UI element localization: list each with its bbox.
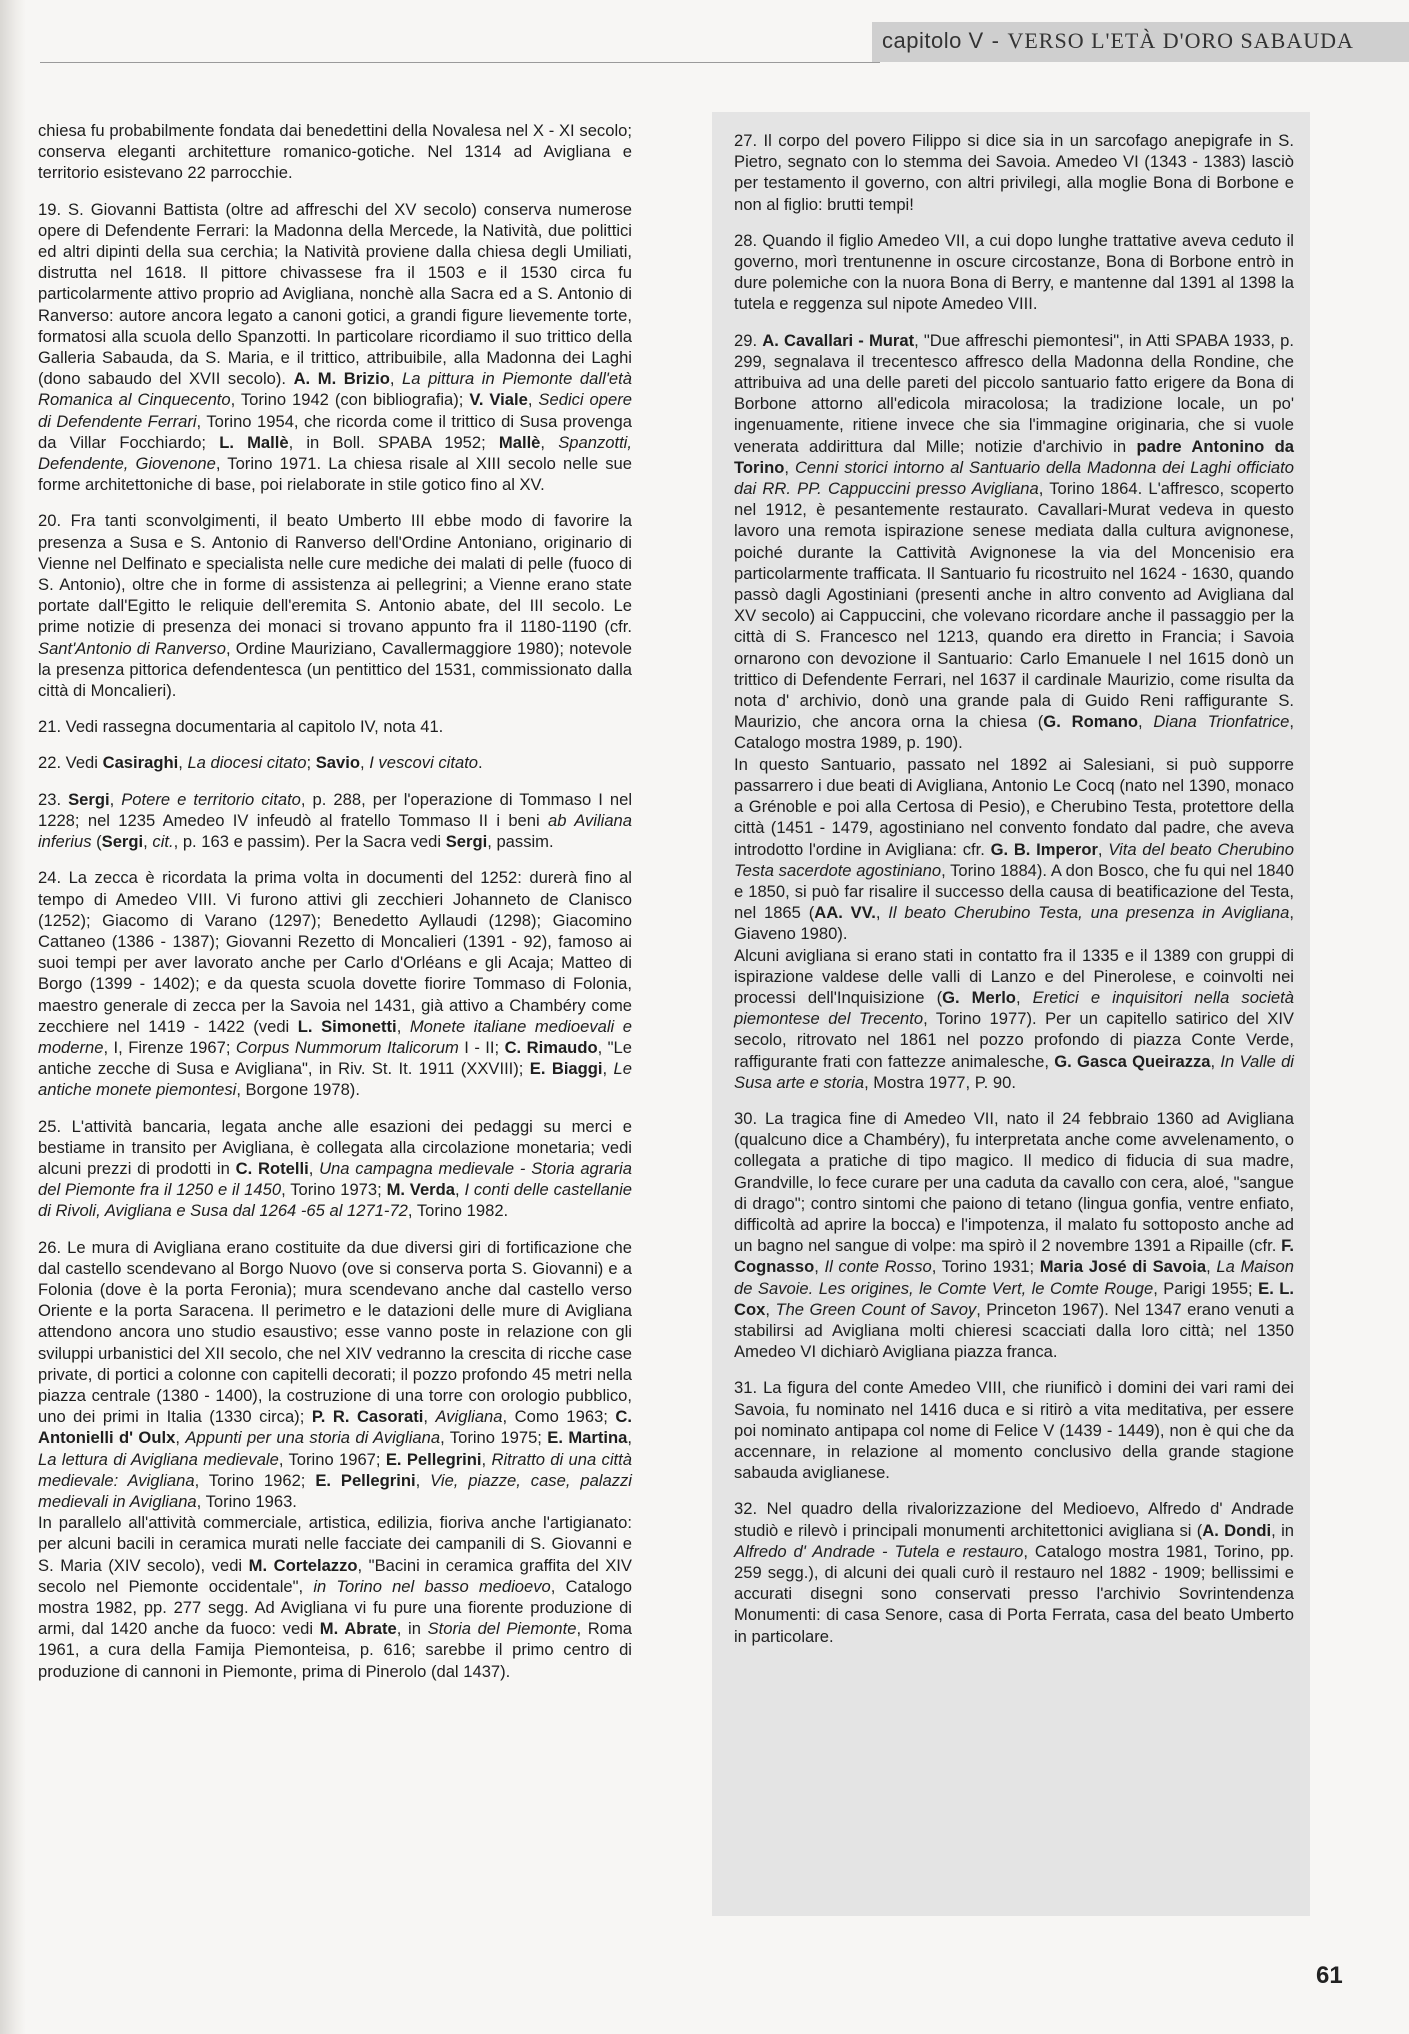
note-text: , <box>1210 1051 1221 1071</box>
author-name: G. Romano <box>1043 712 1138 732</box>
left-notes-column <box>38 112 640 1697</box>
note-text: , Torino 1967; <box>278 1449 386 1469</box>
cited-title: Eretici e inquisitori nella società piemontese del Trecento <box>734 987 1294 1029</box>
note-text: 27. Il corpo del povero Filippo si dice sia in un sarcofago anepigrafe in S. Pietro, segnato con lo stemma dei Savoia. Amedeo VI (1343 - 1383) lasciò per testamento il governo, con altri privilegi, alla moglie Bona di Borbone e non al figlio: brutti tempi! <box>734 131 1294 214</box>
author-name: M. Cortelazzo <box>248 1555 358 1575</box>
author-name: Maria José di Savoia <box>1039 1257 1207 1277</box>
cited-title: Le antiche monete piemontesi <box>38 1059 632 1100</box>
note-text: , <box>481 1449 492 1469</box>
footnote-n29 <box>734 330 1294 754</box>
note-text: , <box>627 1428 632 1448</box>
author-name: E. Pellegrini <box>315 1470 416 1490</box>
note-text: , Ordine Mauriziano, Cavallermaggiore 1980); notevole la presenza pittorica defendentesca (un pentittico del 1531, commissionato dalla città di Moncalieri). <box>38 638 632 701</box>
note-text: , Torino 1977). Per un capitello satirico del XIV secolo, ritrovato nel 1861 nel pozzo profondo di piazza Conte Verde, raffigurante frati con fattezze animalesche, <box>734 1009 1294 1071</box>
note-text: , <box>784 457 795 477</box>
footnote-n30 <box>734 1108 1294 1362</box>
cited-title: Vie, piazze, case, palazzi medievali in Avigliana <box>38 1470 632 1511</box>
author-name: E. Pellegrini <box>385 1449 482 1469</box>
note-text: , Princeton 1967). Nel 1347 erano venuti a stabilirsi ad Avigliana molti chieresi scacciati dalla loro città; nel 1350 Amedeo VI dichiarò Avigliana piazza franca. <box>734 1299 1294 1362</box>
note-text: , <box>308 1158 320 1178</box>
note-text: , <box>814 1257 825 1277</box>
note-text: , <box>875 903 889 923</box>
author-name: C. Rotelli <box>235 1158 309 1178</box>
note-text: chiesa fu probabilmente fondata dai benedettini della Novalesa nel X - XI secolo; conserva eleganti architetture romanico-gotiche. Nel 1314 ad Avigliana e territorio esistevano 22 parrocchie. <box>38 121 632 183</box>
note-text: , Catalogo mostra 1981, Torino, pp. 259 segg.), di alcuni dei quali curò il restauro nel 1882 - 1909; bellissimi e accurati disegni sono conservati presso l'archivio Sovrintendenza Monumenti: di casa Senore, casa di Porta Ferrata, casa del beato Umberto in particolare. <box>734 1541 1294 1646</box>
cited-title: Il beato Cherubino Testa, una presenza in Avigliana <box>888 903 1290 923</box>
footnote-n32 <box>734 1498 1294 1646</box>
note-text: , I, Firenze 1967; <box>103 1037 236 1057</box>
note-text: , <box>389 369 403 389</box>
cited-title: ab Aviliana inferius <box>38 810 633 852</box>
author-name: Sergi <box>101 832 144 852</box>
note-text: , <box>175 1428 186 1448</box>
note-text: , Torino 1954, che ricorda come il trittico di Susa provenga da Villar Focchiardo; <box>38 411 632 452</box>
note-text: , <box>765 1299 776 1319</box>
note-text: , in <box>1271 1520 1294 1540</box>
cited-title: Ritratto di una città medievale: Avigliana <box>38 1449 632 1490</box>
note-text: 26. Le mura di Avigliana erano costituite da due diversi giri di fortificazione che dal castello scendevano al Borgo Nuovo (ove si conserva porta S. Giovanni) e a Folonia (dove è la porta Feronia); mura scendevano anche dal castello verso Oriente e la porta Saracena. Il perimetro e le datazioni delle mure di Avigliana attendono ancora uno studio esaustivo; esse vanno poste in relazione con gli sviluppi urbanistici del XII secolo, che nel XIV vedranno la crescita di ricche case private, di portici a colonne con capitelli decorati; il pozzo profondo 45 metri nella piazza centrale (1380 - 1400), la costruzione di una torre con orologio pubblico, uno dei primi in Italia (1330 circa); <box>38 1237 632 1427</box>
note-text: In questo Santuario, passato nel 1892 ai Salesiani, si può supporre passarrero i due beati di Avigliana, Antonio Le Cocq (nato nel 1390, monaco a Grénoble e poi alla Certosa di Pesio), e Cherubino Testa, protettore della città (1451 - 1479, agostiniano nel convento fondato dal padre, che aveva introdotto l'ordine in Avigliana: cfr. <box>734 754 1294 859</box>
note-text: , Torino 1931; <box>931 1257 1040 1277</box>
footnote-n25 <box>38 1116 632 1222</box>
note-text: , Parigi 1955; <box>1153 1278 1259 1298</box>
footnote-n20 <box>38 510 632 701</box>
note-text: , <box>396 1016 410 1036</box>
cited-title: Avigliana <box>435 1407 503 1427</box>
footnote-n29b <box>734 754 1294 945</box>
author-name: padre Antonino da Torino <box>734 436 1294 477</box>
note-text: , Torino 1971. La chiesa risale al XIII secolo nelle sue forme architettoniche di base, poi rielaborate in stile gotico fino al XV. <box>38 454 632 495</box>
note-text: In parallelo all'attività commerciale, artistica, edilizia, fioriva anche l'artigianato: per alcuni bacili in ceramica murati nelle facciate dei campanili di S. Giovanni e S. Maria (XIV secolo), vedi <box>38 1513 632 1575</box>
author-name: E. Biaggi <box>529 1059 603 1079</box>
page-number: 61 <box>1316 1962 1343 1989</box>
author-name: A. M. Brizio <box>293 369 390 389</box>
author-name: G. B. Imperor <box>990 839 1098 859</box>
running-header <box>882 28 1354 54</box>
right-notes-column <box>712 112 1310 1916</box>
note-text: , <box>540 432 559 452</box>
note-text: , Torino 1975; <box>440 1428 548 1448</box>
author-name: G. Merlo <box>942 987 1016 1007</box>
author-name: L. Simonetti <box>297 1016 397 1036</box>
cited-title: Storia del Piemonte <box>427 1619 577 1639</box>
note-text: , Torino 1963. <box>196 1491 297 1511</box>
author-name: A. Cavallari - Murat <box>762 330 915 350</box>
footnote-n29c <box>734 945 1294 1093</box>
footnote-n26b <box>38 1512 632 1682</box>
author-name: F. Cognasso <box>734 1236 1294 1277</box>
note-text: , "Le antiche zecche di Susa e Avigliana", in Riv. St. It. 1911 (XXVIII); <box>38 1037 632 1079</box>
note-text: , Torino 1864. L'affresco, scoperto nel 1912, è pesantemente restaurato. Cavallari-Murat vedeva in questo lavoro una remota ispirazione senese mediata dalla cultura avignonese, poiché durante la Cattività Avignonese la via del Moncenisio era particolarmente trafficata. Il Santuario fu ricostruito nel 1624 - 1630, quando passò dagli Agostiniani (presenti anche in altro convento ad Avigliana dal XV secolo) ai Cappuccini, che volevano ricordare anche il passaggio per la città di S. Francesco nel 1213, quando era diretto in Francia; i Savoia ornarono con devozione il Santuario: Carlo Emanuele I nel 1615 donò un trittico di Defendente Ferrari, nel 1637 il cardinale Maurizio, come risulta da nota d' archivio, donò una grande pala di Guido Reni raffigurante S. Maurizio, che ancora orna la chiesa ( <box>734 479 1294 732</box>
footnote-n31 <box>734 1377 1294 1483</box>
note-text: 20. Fra tanti sconvolgimenti, il beato Umberto III ebbe modo di favorire la presenza a Susa e S. Antonio di Ranverso dell'Ordine Antoniano, originario di Vienne nel Delfinato e specialista nelle cure mediche dei malati di pelle (fuoco di S. Antonio), oltre che in forme di assistenza ai pellegrini; a Vienne erano state portate dall'Egitto le reliquie dell'eremita S. Antonio abate, del III secolo. Le prime notizie di presenza dei monaci si trovano appunto fra il 1180-1190 (cfr. <box>38 511 632 637</box>
header-rule <box>40 62 880 63</box>
note-text: , <box>527 390 539 410</box>
cited-title: La Maison de Savoie. Les origines, le Comte Vert, le Comte Rouge <box>734 1257 1294 1298</box>
header-separator: - <box>991 28 1000 53</box>
note-text: , Torino 1973; <box>281 1180 387 1200</box>
author-name: L. Mallè <box>219 432 289 452</box>
note-text: 28. Quando il figlio Amedeo VII, a cui dopo lunghe trattative aveva ceduto il governo, morì trentunenne in oscure circostanze, Bona di Borbone entrò in dure polemiche con la nuora Bona di Berry, e mantenne dal 1391 al 1398 la tutela e reggenza sul nipote Amedeo VIII. <box>734 230 1294 314</box>
author-name: Savio <box>315 753 360 773</box>
cited-title: In Valle di Susa arte e storia <box>734 1051 1294 1092</box>
footnote-n27 <box>734 130 1294 215</box>
note-text: , <box>1097 839 1109 859</box>
note-text: 30. La tragica fine di Amedeo VII, nato il 24 febbraio 1360 ad Avigliana (qualcuno dice a Chambéry), fu interpretata anche come avvelenamento, o collegata a pratiche di tipo magico. Il medico di fiducia di sua madre, Grandville, lo fece curare per una caduta da cavallo con cera, aloé, "sangue di drago"; contro sintomi che paiono di tetano (lingua gonfia, ventre enfiato, difficoltà ad aprire la bocca) e l'impotenza, il malato fu sottoposto anche ad un bagno nel sangue di volpe: ma spirò il 2 novembre 1391 a Ripaille (cfr. <box>734 1108 1294 1256</box>
footnote-n21 <box>38 716 632 737</box>
note-text: , Torino 1884). A don Bosco, che fu qui nel 1840 e 1850, si può far risalire il successo della causa di beatificazione del Testa, nel 1865 ( <box>734 860 1294 923</box>
note-text: , <box>1138 712 1154 732</box>
note-text: , Roma 1961, a cura della Famija Piemonteisa, p. 616; sarebbe il primo centro di produzione di cannoni in Piemonte, prima di Pinerolo (dal 1437). <box>38 1619 632 1681</box>
footnote-cont <box>38 120 632 184</box>
cited-title: La pittura in Piemonte dall'età Romanica al Cinquecento <box>38 369 632 410</box>
cited-title: Sedici opere di Defendente Ferrari <box>38 390 632 431</box>
note-text: , "Due affreschi piemontesi", in Atti SPABA 1933, p. 299, segnalava il trecentesco affresco della Madonna della Rondine, che attribuiva ad una delle pareti del piccolo santuario fatto erigere da Bona di Borbone attorno all'edicola miracolosa; la tradizione locale, un po' ingenuamente, ritiene invece che sia l'immagine originaria, che si vuole venerata addirittura dal Mille; notizie d'archivio in <box>734 330 1294 456</box>
cited-title: I conti delle castellanie di Rivoli, Avigliana e Susa dal 1264 -65 al 1271-72 <box>38 1180 632 1221</box>
note-text: ( <box>91 832 102 852</box>
note-text: , <box>1206 1257 1217 1277</box>
cited-title: Una campagna medievale - Storia agraria del Piemonte fra il 1250 e il 1450 <box>38 1158 632 1200</box>
note-text: , p. 288, per l'operazione di Tommaso I nel 1228; nel 1235 Amedeo IV infeudò al fratello Tommaso II i beni <box>38 789 633 830</box>
note-text: 25. L'attività bancaria, legata anche alle esazioni dei pedaggi su merci e bestiame in transito per Avigliana, è collegata alla circolazione monetaria; vedi alcuni prezzi di prodotti in <box>38 1116 632 1178</box>
note-text: , Torino 1942 (con bibliografia); <box>230 390 470 410</box>
note-text: , <box>415 1470 431 1490</box>
note-text: , Borgone 1978). <box>236 1080 360 1100</box>
note-text: , <box>1015 987 1033 1007</box>
author-name: Mallè <box>498 432 541 452</box>
cited-title: Il conte Rosso <box>824 1257 932 1277</box>
cited-title: Diana Trionfatrice <box>1153 712 1290 732</box>
cited-title: Potere e territorio citato <box>121 789 301 809</box>
footnote-n24 <box>38 867 632 1100</box>
note-text: , <box>602 1059 614 1079</box>
author-name: P. R. Casorati <box>311 1407 424 1427</box>
chapter-label: capitolo V <box>882 28 984 53</box>
footnote-n19 <box>38 199 632 496</box>
note-text: 32. Nel quadro della rivalorizzazione del Medioevo, Alfredo d' Andrade studiò e rilevò i principali monumenti architettonici avigliana si ( <box>734 1499 1294 1540</box>
author-name: E. L. Cox <box>734 1278 1294 1319</box>
cited-title: The Green Count of Savoy <box>775 1299 977 1319</box>
cited-title: Alfredo d' Andrade - Tutela e restauro <box>734 1541 1024 1561</box>
note-text: , "Bacini in ceramica graffita del XIV secolo nel Piemonte occidentale", <box>38 1555 632 1596</box>
note-text: , Torino 1962; <box>194 1470 316 1490</box>
cited-title: Corpus Nummorum Italicorum <box>235 1037 459 1057</box>
note-text: , <box>109 789 122 809</box>
cited-title: Sant'Antonio di Ranverso <box>38 638 226 658</box>
cited-title: Cenni storici intorno al Santuario della Madonna dei Laghi officiato dai RR. PP. Cappuccini presso Avigliana <box>734 457 1294 499</box>
note-text: ; <box>306 753 316 773</box>
author-name: Sergi <box>68 789 110 809</box>
author-name: Sergi <box>445 832 488 852</box>
author-name: M. Verda <box>386 1180 456 1200</box>
page-edge-shadow <box>0 0 26 2034</box>
author-name: C. Rimaudo <box>504 1037 598 1057</box>
footnote-n23 <box>38 789 632 853</box>
note-text: Alcuni avigliana si erano stati in contatto fra il 1335 e il 1389 con gruppi di ispirazione valdese delle valli di Lanzo e del Pinerolese, e coinvolti nei processi dell'Inquisizione ( <box>734 945 1294 1007</box>
note-text: . <box>478 753 483 773</box>
author-name: A. Dondi <box>1202 1520 1272 1540</box>
note-text: , passim. <box>487 832 554 852</box>
chapter-title: VERSO L'ETÀ D'ORO SABAUDA <box>1007 28 1354 53</box>
note-text: , <box>143 832 153 852</box>
author-name: V. Viale <box>469 390 528 410</box>
author-name: M. Abrate <box>319 1619 397 1639</box>
cited-title: La diocesi citato <box>187 753 307 773</box>
note-text: 29. <box>734 330 763 350</box>
cited-title: Vita del beato Cherubino Testa sacerdote agostiniano <box>734 839 1294 880</box>
note-text: , in Boll. SPABA 1952; <box>288 432 499 452</box>
note-text: 24. La zecca è ricordata la prima volta in documenti del 1252: durerà fino al tempo di Amedeo VIII. Vi furono attivi gli zecchieri Johanneto de Clanisco (1252); Giacomo di Varano (1297); Benedetto Ayllaudi (1298); Giacomino Cattaneo (1386 - 1387); Giovanni Rezetto di Moncalieri (1391 - 92), famoso ai suoi tempi per aver lavorato anche per Carlo d'Orléans e gli Acaja; Matteo di Borgo (1399 - 1402); e da questa scuola dovette fiorire Tommaso di Folonia, maestro generale di zecca per la Savoia nel 1431, già attivo a Chambéry come zecchiere nel 1419 - 1422 (vedi <box>38 868 632 1036</box>
author-name: Casiraghi <box>102 753 179 773</box>
note-text: , in <box>396 1619 428 1639</box>
note-text: , <box>455 1180 465 1200</box>
note-text: 19. S. Giovanni Battista (oltre ad affreschi del XV secolo) conserva numerose opere di Defendente Ferrari: la Madonna della Mercede, la Natività, due polittici ed altri dipinti della sua cerchia; la Natività proviene dalla chiesa degli Umiliati, distrutta nel 1618. Il pittore chivassese fra il 1503 e il 1530 circa fu particolarmente attivo proprio ad Avigliana, nonchè alla Sacra ed a S. Antonio di Ranverso: autore ancora legato a canoni gotici, a grandi figure lievemente torte, formatosi alla scuola dello Spanzotti. In particolare ricordiamo il suo trittico della Galleria Sabauda, da S. Maria, e il trittico, attribuibile, alla Madonna dei Laghi (dono sabaudo del XVII secolo). <box>38 199 632 389</box>
note-text: , <box>178 753 188 773</box>
note-text: 23. <box>38 789 69 809</box>
note-text: , <box>423 1407 436 1427</box>
note-text: , Giaveno 1980). <box>734 903 1294 944</box>
note-text: , Mostra 1977, P. 90. <box>864 1072 1016 1092</box>
note-text: , Como 1963; <box>502 1407 616 1427</box>
cited-title: cit. <box>152 832 174 852</box>
note-text: I - II; <box>458 1037 505 1057</box>
author-name: C. Antonielli d' Oulx <box>38 1407 632 1448</box>
cited-title: Appunti per una storia di Avigliana <box>185 1428 441 1448</box>
note-text: , Catalogo mostra 1982, pp. 277 segg. Ad Avigliana vi fu pure una fiorente produzione di armi, dal 1420 anche da fuoco: vedi <box>38 1576 632 1639</box>
cited-title: I vescovi citato <box>369 753 479 773</box>
cited-title: in Torino nel basso medioevo <box>313 1576 551 1596</box>
note-text: 22. Vedi <box>38 753 103 773</box>
footnote-n22 <box>38 752 632 773</box>
author-name: AA. VV. <box>814 903 876 923</box>
note-text: 21. Vedi rassegna documentaria al capitolo IV, nota 41. <box>38 717 444 737</box>
note-text: , Torino 1982. <box>407 1201 509 1221</box>
note-text: , Catalogo mostra 1989, p. 190). <box>734 712 1294 753</box>
author-name: E. Martina <box>547 1428 628 1448</box>
author-name: G. Gasca Queirazza <box>1054 1051 1211 1071</box>
cited-title: Spanzotti, Defendente, Giovenone <box>38 432 632 474</box>
footnote-n26 <box>38 1237 632 1513</box>
cited-title: Monete italiane medioevali e moderne <box>38 1016 632 1057</box>
cited-title: La lettura di Avigliana medievale <box>38 1449 279 1469</box>
note-text: 31. La figura del conte Amedeo VIII, che riunificò i domini dei vari rami dei Savoia, fu nominato nel 1416 duca e si ritirò a vita meditativa, per essere poi nominato antipapa col nome di Felice V (1439 - 1449), non è qui che da accennare, in relazione al momento conclusivo della grande stagione sabauda aviglianese. <box>734 1378 1294 1483</box>
footnote-n28 <box>734 230 1294 315</box>
note-text: , <box>359 753 370 773</box>
note-text: , p. 163 e passim). Per la Sacra vedi <box>173 832 446 852</box>
